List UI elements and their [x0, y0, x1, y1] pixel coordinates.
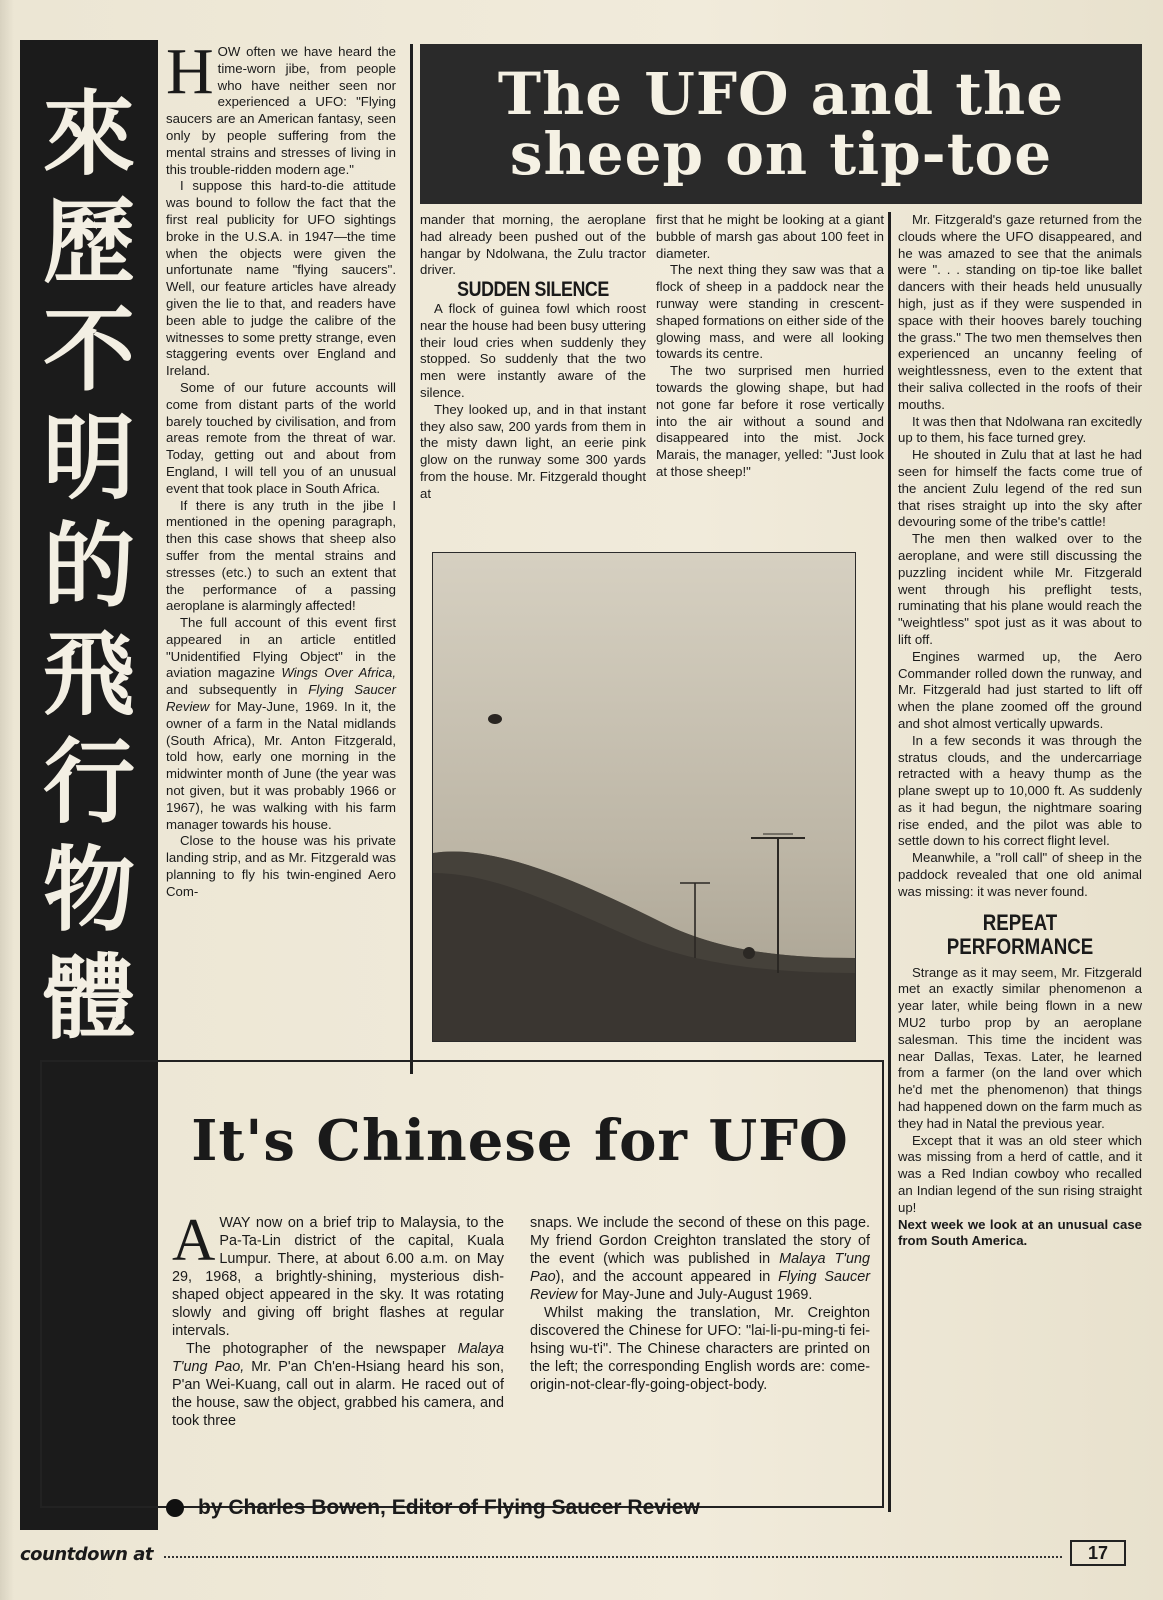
drop-cap: A — [172, 1207, 216, 1273]
paragraph: Whilst making the translation, Mr. Creighton discovered the Chinese for UFO: "lai-li-pu-ming-ti fei-hsing wu-t'i". The Chinese characters are printed on the left; the corresponding English words are: come-origin-not-clear-fly-going-object-body. — [530, 1305, 870, 1393]
paragraph: HOW often we have heard the time-worn jibe, from people who have neither seen nor experienced a UFO: "Flying saucers are an American fantasy, seen only by people suffering from the mental strains and stresses of living in this trouble-ridden modern age." — [166, 35, 396, 177]
paragraph: I suppose this hard-to-die attitude was bound to follow the fact that the first real publicity for UFO sightings broke in the U.S.A. in 1947—the time when the objects were given the unfortunate name "flying saucers". Well, our feature articles have already given the lie to that, and readers have been able to judge the calibre of the witnesses to some pretty strange, even staggering events over England and Ireland. — [166, 178, 396, 379]
column-3 — [656, 212, 884, 481]
paragraph: snaps. We include the second of these on this page. My friend Gordon Creighton translated the story of the event (which was published in Malaya T'ung Pao), and the account appeared in Flying Saucer Review for May-June and July-August 1969. — [530, 1215, 871, 1303]
paragraph: A flock of guinea fowl which roost near the house had been busy uttering their loud cries when suddenly they stopped. So suddenly that the two men were instantly aware of the silence. — [420, 300, 646, 400]
column-2 — [420, 212, 646, 503]
chinese-char: 明 — [42, 404, 135, 512]
page-number: 17 — [1070, 1540, 1126, 1566]
column-4 — [898, 212, 1142, 1250]
drop-cap: H — [166, 35, 214, 108]
chinese-char: 物 — [42, 836, 135, 944]
paragraph: Close to the house was his private landing strip, and as Mr. Fitzgerald was planning to fly his twin-engined Aero Com- — [166, 833, 396, 899]
chinese-char: 飛 — [42, 620, 135, 728]
paragraph: Engines warmed up, the Aero Commander rolled down the runway, and Mr. Fitzgerald had just started to lift off when the plane zoomed off the ground and shot almost vertically upwards. — [898, 648, 1142, 731]
chinese-char: 來 — [42, 80, 135, 188]
paragraph: He shouted in Zulu that at last he had seen for himself the facts come true of the ancient Zulu legend of the red sun that rises straight up into the sky after devouring some of the tribe's cattle! — [898, 447, 1142, 530]
paragraph: Except that it was an old steer which was missing from a herd of cattle, and it was a Red Indian cowboy who recalled an Indian legend of the sun rising straight up! — [898, 1132, 1142, 1215]
subheading: SUDDEN SILENCE — [457, 278, 609, 302]
paragraph: mander that morning, the aeroplane had already been pushed out of the hangar by Ndolwana, the Zulu tractor driver. — [420, 212, 646, 278]
footer-masthead: countdown at — [20, 1544, 153, 1565]
headline-line: The UFO and the — [497, 60, 1065, 128]
paragraph: Meanwhile, a "roll call" of sheep in the paddock revealed that one old animal was missing: it was never found. — [898, 850, 1142, 899]
ufo-object — [488, 714, 502, 724]
column-rule — [410, 44, 413, 1074]
subheading: REPEAT PERFORMANCE — [946, 909, 1094, 959]
byline: by Charles Bowen, Editor of Flying Saucer Review — [166, 1496, 700, 1520]
chinese-char: 的 — [42, 512, 135, 620]
headline — [497, 60, 1065, 188]
paragraph: The two surprised men hurried towards the glowing shape, but had not gone far before it rose vertically into the air without a sound and disappeared into the mist. Jock Marais, the manager, yelled: "Just look at those sheep!" — [656, 363, 884, 479]
sidebar-column-2 — [530, 1214, 870, 1394]
paragraph: The full account of this event first appeared in an article entitled "Unidentified Flying Object" in the aviation magazine Wings Over Africa, and subsequently in Flying Saucer Review for May-June, 1969. In it, the owner of a farm in the Natal midlands (South Africa), Mr. Anton Fitzgerald, told how, early one morning in the midwinter month of June (the year was not given, but it was probably 1966 or 1967), he was walking with his farm manager towards his house. — [166, 615, 396, 832]
column-1 — [166, 35, 396, 901]
headline-box — [420, 44, 1142, 204]
paragraph: The photographer of the newspaper Malaya T'ung Pao, Mr. P'an Ch'en-Hsiang heard his son, P'an Wei-Kuang, call out in alarm. He raced out of the house, saw the object, grabbed his camera, and took three — [172, 1341, 504, 1429]
chinese-char: 行 — [42, 728, 135, 836]
paragraph: The men then walked over to the aeroplane, and were still discussing the puzzling incident while Mr. Fitzgerald went through his preflight tests, ruminating that his plane would reach the "weightless" spot just as it was about to lift off. — [898, 531, 1142, 647]
paragraph: They looked up, and in that instant they also saw, 200 yards from them in the misty dawn light, an eerie pink glow on the runway some 300 yards from the house. Mr. Fitzgerald thought at — [420, 401, 646, 501]
headline-line: sheep on tip-toe — [509, 120, 1053, 188]
paragraph: first that he might be looking at a giant bubble of marsh gas about 100 feet in diameter. — [656, 212, 884, 261]
sidebar-title: It's Chinese for UFO — [191, 1108, 849, 1174]
column-rule — [888, 212, 891, 1512]
paragraph: If there is any truth in the jibe I mentioned in the opening paragraph, then this case shows that sheep also suffer from the mental strains and stresses (etc.) to such an extent that the performance of a passing aeroplane is alarmingly affected! — [166, 497, 396, 614]
chinese-characters — [20, 40, 158, 1080]
paragraph: Strange as it may seem, Mr. Fitzgerald met an exactly similar phenomenon a year later, while being flown in a new MU2 turbo prop by an aeroplane salesman. This time the incident was near Dallas, Texas. Later, he learned from a farmer (on the land over which he'd met the phenomenon) that things had happened down on the farm much as they had in Natal the previous year. — [898, 964, 1142, 1131]
sidebar-column-1 — [172, 1207, 504, 1430]
paragraph: Next week we look at an unusual case from South America. — [898, 1216, 1142, 1249]
footer-leader — [164, 1556, 1062, 1558]
paragraph: In a few seconds it was through the stratus clouds, and the undercarriage retracted with a heavy thump as the plane swept up to 10,000 ft. As suddenly as it had begun, the nightmare soaring rise ended, and the pilot was able to settle down to his correct flight level. — [898, 732, 1142, 849]
bullet-icon — [166, 1499, 184, 1517]
photo-image — [433, 553, 856, 1042]
paragraph: Some of our future accounts will come from distant parts of the world barely touched by civilisation, and from areas remote from the threat of war. Today, getting out and about from England, I will tell you of an unusual event that took place in South Africa. — [166, 379, 396, 496]
paragraph: The next thing they saw was that a flock of sheep in a paddock near the runway were standing in crescent-shaped formations on either side of the glowing mass, and were all looking towards its centre. — [656, 262, 884, 362]
paragraph: It was then that Ndolwana ran excitedly up to them, his face turned grey. — [898, 413, 1142, 446]
paragraph: Mr. Fitzgerald's gaze returned from the clouds where the UFO disappeared, and he was amazed to see that the animals were ". . . standing on tip-toe like ballet dancers with their heads held unusually high, just as if they were suspended in space with their hooves barely touching the grass." The two men themselves then experienced an uncanny feeling of weightlessness, even to the extent that their saliva collected in the roofs of their mouths. — [898, 212, 1142, 412]
ufo-photo — [432, 552, 856, 1042]
paragraph: AWAY now on a brief trip to Malaysia, to the Pa-Ta-Lin district of the capital, Kuala Lumpur. There, at about 6.00 a.m. on May 29, 1968, a brightly-shining, mysterious dish-shaped object appeared in the sky. It was rotating slowly and giving off bright flashes at regular intervals. — [172, 1207, 504, 1339]
chinese-char: 不 — [42, 296, 135, 404]
chinese-char: 歷 — [42, 188, 135, 296]
chinese-char: 體 — [42, 944, 135, 1052]
